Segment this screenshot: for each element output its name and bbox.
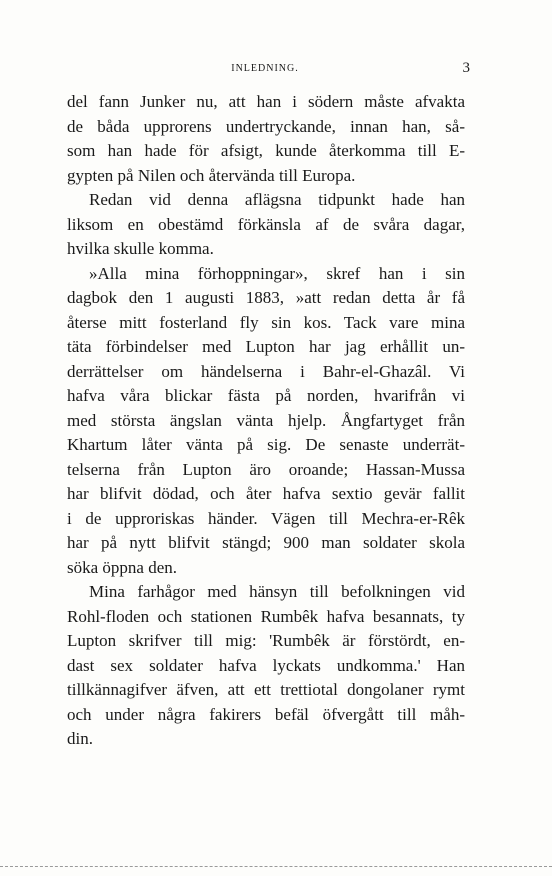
text-line: de båda upprorens undertryckande, innan han, så- (67, 116, 465, 136)
text-line: och under några fakirers befäl öfvergått till måh- (67, 704, 465, 724)
text-line: Mina farhågor med hänsyn till befolkningen vid (89, 582, 465, 601)
text-line: dast sex soldater hafva lyckats undkomma.' Han (67, 655, 465, 675)
body-text (67, 90, 465, 752)
text-line: liksom en obestämd förkänsla af de svåra dagar, (67, 214, 465, 234)
running-head (60, 60, 470, 78)
text-line: del fann Junker nu, att han i södern måste afvakta (67, 92, 465, 111)
text-line: söka öppna den. (67, 557, 178, 577)
bottom-scan-edge (0, 866, 552, 867)
text-line: i de upproriskas händer. Vägen till Mechra-er-Rêk (67, 508, 465, 528)
text-line: som han hade för afsigt, kunde återkomma till E- (67, 141, 465, 160)
text-line: gypten på Nilen och återvända till Europa. (67, 165, 356, 185)
text-line: tillkännagifver äfven, att ett trettiotal dongolaner rymt (67, 680, 465, 699)
text-line: dagbok den 1 augusti 1883, »att redan detta år få (67, 288, 465, 307)
text-line: »Alla mina förhoppningar», skref han i sin (89, 263, 465, 283)
text-line: Lupton skrifver till mig: 'Rumbêk är förstördt, en- (67, 631, 465, 650)
text-line: Rohl-floden och stationen Rumbêk hafva besannats, ty (67, 606, 465, 626)
text-line: med största ängslan vänta hjelp. Ångfartyget från (67, 410, 465, 430)
text-line: Khartum låter vänta på sig. De senaste underrät- (67, 435, 465, 454)
text-line: har blifvit dödad, och åter hafva sextio gevär fallit (67, 484, 465, 503)
text-line: hafva våra blickar fästa på norden, hvarifrån vi (67, 386, 465, 405)
text-line: återse mitt fosterland fly sin kos. Tack vare mina (67, 312, 465, 332)
running-title: INLEDNING. (231, 63, 299, 74)
text-line: Redan vid denna aflägsna tidpunkt hade han (89, 190, 465, 209)
page-number: 3 (462, 60, 470, 76)
text-line: din. (67, 729, 93, 748)
text-line: derrättelser om händelserna i Bahr-el-Ghazâl. Vi (67, 361, 465, 381)
text-line: hvilka skulle komma. (67, 239, 214, 258)
text-line: har på nytt blifvit stängd; 900 man soldater skola (67, 533, 465, 552)
text-line: telserna från Lupton äro oroande; Hassan-Mussa (67, 459, 465, 479)
text-line: täta förbindelser med Lupton har jag erhållit un- (67, 337, 465, 356)
